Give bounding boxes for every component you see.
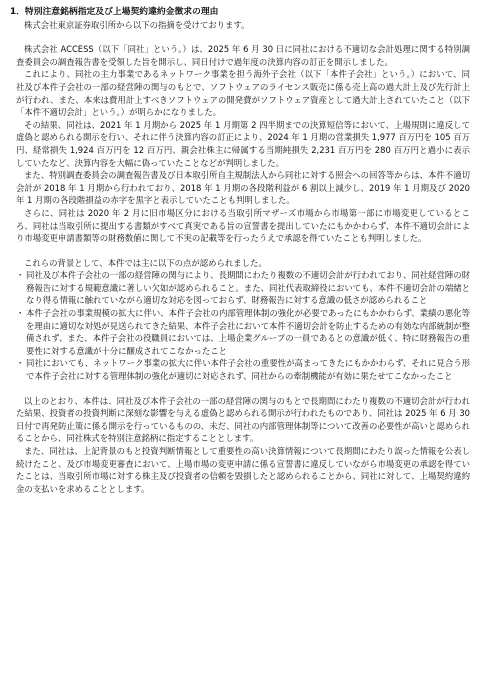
spacer <box>10 31 470 43</box>
bullet-marker: ・ <box>16 358 25 369</box>
paragraph: また、特別調査委員会の調査報告書及び日本取引所自主規制法人から同社に対する照会への回答等からは、本件不適切会計が 2018 年 1 月期から行われており、2018 年 1 月期の各段階利益が 6 割以上減少し、2019 年 1 月期及び 2020 年 1 月期の各段階損益の赤字を黒字と表示していたことも判明しました。 <box>16 170 470 206</box>
list-item-text: 同社においても、ネットワーク事業の拡大に伴い本件子会社の重要性が高まってきたにもかかわらず、それに見合う形で本件子会社に対する管理体制の強化が適切に対応されず、同社からの牽制機能が有効に果たせてこなかったこと <box>26 358 470 382</box>
section-heading: 1．特別注意銘柄指定及び上場契約違約金徴求の理由 <box>10 7 219 17</box>
list-item <box>16 357 470 382</box>
spacer <box>10 383 470 395</box>
background-list <box>10 269 470 382</box>
background-intro: これらの背景として、本件では主に以下の点が認められました。 <box>24 257 267 268</box>
list-item <box>16 307 470 357</box>
paragraph: その結果、同社は、2021 年 1 月期から 2025 年 1 月期第 2 四半期までの決算短信等において、上場規則に違反して虚偽と認められる開示を行い、それに伴う決算内容の訂正により、2024 年 1 月期の営業損失 1,977 百万円を 105 百万円、経常損失 1,924 百万円を 12 百万円、親会社株主に帰属する当期純損失 2,231 百万円を 280 百万円と過小に表示していたなど、決算内容を大幅に偽っていたことなどが判明しました。 <box>16 119 470 168</box>
paragraph: また、同社は、上記背景のもと投資判断情報として重要性の高い決算情報について長期間にわたり誤った情報を公表し続けたこと、及び市場変更審査において、上場市場の変更申請に係る宣誓書に違反していながら市場変更の承認を得ていたことは、当取引所市場に対する株主及び投資者の信頼を毀損したと認められることから、同社に対して、上場契約違約金の支払いを求めることとします。 <box>16 446 470 494</box>
bullet-marker: ・ <box>16 308 25 319</box>
paragraph: 株式会社 ACCESS（以下「同社」という。）は、2025 年 6 月 30 日に同社における不適切な会計処理に関する特別調査委員会の調査報告書を受領した旨を開示し、同日付けで過年度の決算内容の訂正を開示しました。 <box>16 44 470 67</box>
paragraph: これにより、同社の主力事業であるネットワーク事業を担う海外子会社（以下「本件子会社」という。）において、同社及び本件子会社の一部の経営陣の関与のもとで、ソフトウェアのライセンス販売に係る売上高の過大計上及び先行計上が行われ、また、本来は費用計上すべきソフトウェアの開発費がソフトウェア資産として過大計上されていたこと（以下「本件不適切会計」という。）が明らかになりました。 <box>16 69 470 118</box>
paragraph: さらに、同社は 2020 年 2 月に旧市場区分における当取引所マザーズ市場から市場第一部に市場変更しているところ、同社は当取引所に提出する書類がすべて真実である旨の宣誓書を提出していたにもかかわらず、本件不適切会計により市場変更申請書類等の財務数値に関して不実の記載等を行ったうえで承認を得ていたことも判明しました。 <box>16 207 470 244</box>
list-item <box>16 269 470 307</box>
spacer <box>10 245 470 257</box>
list-item-text: 本件子会社の事業規模の拡大に伴い、本件子会社の内部管理体制の強化が必要であったにもかかわらず、業績の悪化等を理由に適切な対処が見送られてきた結果、本件子会社において本件不適切会計を防止するための有効な内部統制が整備されず、また、本件子会社の役職員においては、上場企業グループの一員であるとの意識が低く、特に財務報告の重要性に対する意識が十分に醸成されてこなかったこと <box>26 308 470 356</box>
list-item-text: 同社及び本件子会社の一部の経営陣の関与により、長期間にわたり複数の不適切会計が行われており、同社経営陣の財務報告に対する規範意識に著しい欠如が認められること。また、同社代表取締役においても、本件不適切会計の端緒となり得る情報に触れていながら適切な対応を図っておらず、財務報告に対する意識の低さが認められること <box>26 270 470 306</box>
bullet-marker: ・ <box>16 270 25 281</box>
paragraph: 以上のとおり、本件は、同社及び本件子会社の一部の経営陣の関与のもとで長期間にわたり複数の不適切会計が行われた結果、投資者の投資判断に深刻な影響を与える虚偽と認められる開示が行われたものであり、同社は 2025 年 6 月 30 日付で再発防止策に係る開示を行っているものの、未だ、同社の内部管理体制等について改善の必要性が高いと認められることから、同社株式を特別注意銘柄に指定することとします。 <box>16 395 470 444</box>
section-intro: 株式会社東京証券取引所から以下の指摘を受けております。 <box>24 19 250 30</box>
